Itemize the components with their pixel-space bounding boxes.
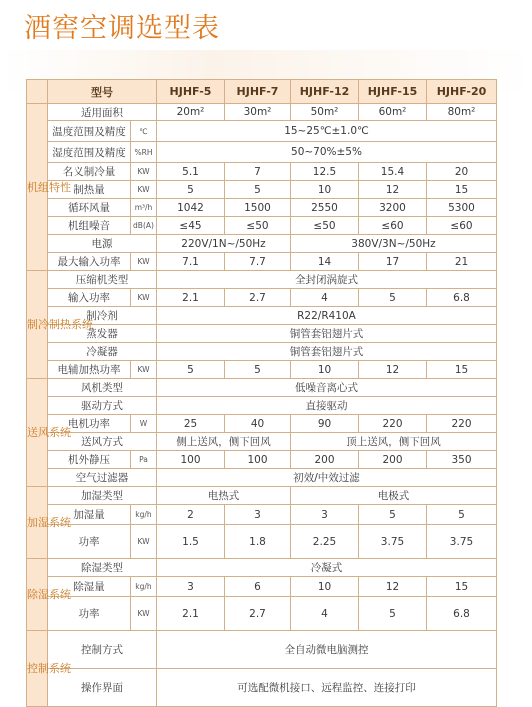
- model-col: HJHF-20: [427, 80, 497, 104]
- cell: 7.1: [157, 253, 225, 271]
- group-label: 加湿系统: [27, 487, 48, 559]
- cell: 5: [157, 361, 225, 379]
- cell: 100: [157, 451, 225, 469]
- cell: 5.1: [157, 163, 225, 181]
- row-name: 适用面积: [48, 104, 157, 121]
- row-name: 循环风量: [48, 199, 131, 217]
- row-name: 空气过滤器: [48, 469, 157, 487]
- cell: 12: [359, 181, 427, 199]
- row-name: 压缩机类型: [48, 271, 157, 289]
- table-row: [27, 142, 497, 163]
- row-name: 功率: [48, 597, 131, 631]
- row-unit: KW: [131, 361, 157, 379]
- row-name: 功率: [48, 525, 131, 559]
- cell: 1.5: [157, 525, 225, 559]
- cell: 2.7: [225, 289, 291, 307]
- cell: 25: [157, 415, 225, 433]
- cell: 2550: [291, 199, 359, 217]
- cell: 220: [359, 415, 427, 433]
- cell: 4: [291, 597, 359, 631]
- row-name: 湿度范围及精度: [48, 142, 131, 163]
- cell: 15.4: [359, 163, 427, 181]
- cell: 12: [359, 361, 427, 379]
- group-label: 控制系统: [27, 631, 48, 707]
- cell: 3: [157, 577, 225, 597]
- cell: 3: [291, 505, 359, 525]
- cell: 3.75: [427, 525, 497, 559]
- cell: 15: [427, 181, 497, 199]
- cell: 80m²: [427, 104, 497, 121]
- row-name: 风机类型: [48, 379, 157, 397]
- cell: 21: [427, 253, 497, 271]
- cell: 2: [157, 505, 225, 525]
- cell: 6: [225, 577, 291, 597]
- cell: 直接驱动: [157, 397, 497, 415]
- cell: 350: [427, 451, 497, 469]
- row-unit: kg/h: [131, 505, 157, 525]
- row-name: 冷凝器: [48, 343, 157, 361]
- cell: 12.5: [291, 163, 359, 181]
- cell: 200: [291, 451, 359, 469]
- cell: 铜管套铝翅片式: [157, 325, 497, 343]
- header-corner: [27, 80, 48, 104]
- cell: ≤60: [427, 217, 497, 235]
- cell: 1042: [157, 199, 225, 217]
- table-row: [27, 104, 497, 121]
- cell: 50m²: [291, 104, 359, 121]
- cell: 2.25: [291, 525, 359, 559]
- cell: 5: [427, 505, 497, 525]
- cell: 6.8: [427, 289, 497, 307]
- cell: 5: [359, 597, 427, 631]
- table-row: [27, 669, 497, 707]
- cell: 200: [359, 451, 427, 469]
- cell: 90: [291, 415, 359, 433]
- cell: 30m²: [225, 104, 291, 121]
- cell: 380V/3N~/50Hz: [291, 235, 497, 253]
- cell: 铜管套铝翅片式: [157, 343, 497, 361]
- group-label: 除湿系统: [27, 559, 48, 631]
- cell: 2.1: [157, 289, 225, 307]
- table-row: [27, 505, 497, 525]
- table-row: [27, 469, 497, 487]
- cell: ≤50: [225, 217, 291, 235]
- group-label: 机组特性: [27, 104, 48, 271]
- cell: 低噪音离心式: [157, 379, 497, 397]
- row-unit: KW: [131, 289, 157, 307]
- cell: 1500: [225, 199, 291, 217]
- row-unit: Pa: [131, 451, 157, 469]
- table-row: [27, 343, 497, 361]
- table-row: [27, 433, 497, 451]
- cell: 14: [291, 253, 359, 271]
- row-name: 驱动方式: [48, 397, 157, 415]
- row-name: 送风方式: [48, 433, 157, 451]
- spec-table: [26, 79, 497, 707]
- cell: 20m²: [157, 104, 225, 121]
- table-row: [27, 525, 497, 559]
- cell: ≤60: [359, 217, 427, 235]
- row-name: 制热量: [48, 181, 131, 199]
- cell: 5: [225, 181, 291, 199]
- row-unit: KW: [131, 163, 157, 181]
- row-unit: dB(A): [131, 217, 157, 235]
- row-name: 电辅加热功率: [48, 361, 131, 379]
- table-row: [27, 217, 497, 235]
- table-row: [27, 325, 497, 343]
- cell: 全封闭涡旋式: [157, 271, 497, 289]
- cell: 10: [291, 361, 359, 379]
- table-row: [27, 361, 497, 379]
- cell: 5300: [427, 199, 497, 217]
- row-unit: KW: [131, 597, 157, 631]
- cell: 6.8: [427, 597, 497, 631]
- cell: 2.7: [225, 597, 291, 631]
- row-name: 加湿类型: [48, 487, 157, 505]
- cell: 电极式: [291, 487, 497, 505]
- row-unit: kg/h: [131, 577, 157, 597]
- row-unit: KW: [131, 525, 157, 559]
- model-col: HJHF-15: [359, 80, 427, 104]
- header-row: [27, 80, 497, 104]
- cell: R22/R410A: [157, 307, 497, 325]
- row-name: 制冷剂: [48, 307, 157, 325]
- page-title: 酒窖空调选型表: [24, 13, 220, 44]
- table-row: [27, 597, 497, 631]
- cell: 15: [427, 577, 497, 597]
- table-row: [27, 559, 497, 577]
- cell: 5: [359, 289, 427, 307]
- cell: 电热式: [157, 487, 291, 505]
- cell: 20: [427, 163, 497, 181]
- cell: 7: [225, 163, 291, 181]
- table-row: [27, 235, 497, 253]
- cell: 10: [291, 577, 359, 597]
- cell: 10: [291, 181, 359, 199]
- table-row: [27, 577, 497, 597]
- table-row: [27, 487, 497, 505]
- cell: 220V/1N~/50Hz: [157, 235, 291, 253]
- table-row: [27, 199, 497, 217]
- cell: 侧上送风，侧下回风: [157, 433, 291, 451]
- cell: 50~70%±5%: [157, 142, 497, 163]
- table-row: [27, 181, 497, 199]
- row-name: 加湿量: [48, 505, 131, 525]
- table-row: [27, 379, 497, 397]
- row-name: 除湿量: [48, 577, 131, 597]
- table-row: [27, 631, 497, 669]
- cell: 顶上送风，侧下回风: [291, 433, 497, 451]
- group-label: 制冷制热系统: [27, 271, 48, 379]
- row-unit: KW: [131, 181, 157, 199]
- row-name: 电机功率: [48, 415, 131, 433]
- row-unit: KW: [131, 253, 157, 271]
- row-name: 机组噪音: [48, 217, 131, 235]
- cell: 3: [225, 505, 291, 525]
- cell: 5: [359, 505, 427, 525]
- cell: ≤50: [291, 217, 359, 235]
- table-row: [27, 397, 497, 415]
- cell: 7.7: [225, 253, 291, 271]
- model-col: HJHF-5: [157, 80, 225, 104]
- cell: 1.8: [225, 525, 291, 559]
- cell: 220: [427, 415, 497, 433]
- cell: 初效/中效过滤: [157, 469, 497, 487]
- cell: 5: [225, 361, 291, 379]
- cell: 60m²: [359, 104, 427, 121]
- cell: 15: [427, 361, 497, 379]
- cell: 17: [359, 253, 427, 271]
- row-unit: ℃: [131, 121, 157, 142]
- table-row: [27, 307, 497, 325]
- row-name: 电源: [48, 235, 157, 253]
- cell: 15~25℃±1.0℃: [157, 121, 497, 142]
- table-row: [27, 415, 497, 433]
- cell: 3.75: [359, 525, 427, 559]
- table-row: [27, 121, 497, 142]
- cell: 2.1: [157, 597, 225, 631]
- row-name: 最大输入功率: [48, 253, 131, 271]
- cell: 40: [225, 415, 291, 433]
- cell: 4: [291, 289, 359, 307]
- row-name: 除湿类型: [48, 559, 157, 577]
- row-name: 蒸发器: [48, 325, 157, 343]
- cell: ≤45: [157, 217, 225, 235]
- model-col: HJHF-12: [291, 80, 359, 104]
- cell: 3200: [359, 199, 427, 217]
- row-name: 输入功率: [48, 289, 131, 307]
- row-unit: %RH: [131, 142, 157, 163]
- cell: 全自动微电脑测控: [157, 631, 497, 669]
- model-label: 型号: [48, 80, 157, 104]
- table-row: [27, 289, 497, 307]
- cell: 100: [225, 451, 291, 469]
- group-label: 送风系统: [27, 379, 48, 487]
- table-row: [27, 253, 497, 271]
- table-row: [27, 163, 497, 181]
- row-name: 温度范围及精度: [48, 121, 131, 142]
- cell: 可选配微机接口、远程监控、连接打印: [157, 669, 497, 707]
- row-unit: W: [131, 415, 157, 433]
- cell: 12: [359, 577, 427, 597]
- row-name: 机外静压: [48, 451, 131, 469]
- cell: 5: [157, 181, 225, 199]
- row-unit: m³/h: [131, 199, 157, 217]
- cell: 冷凝式: [157, 559, 497, 577]
- row-name: 操作界面: [48, 669, 157, 707]
- row-name: 控制方式: [48, 631, 157, 669]
- model-col: HJHF-7: [225, 80, 291, 104]
- table-row: [27, 271, 497, 289]
- row-name: 名义制冷量: [48, 163, 131, 181]
- table-row: [27, 451, 497, 469]
